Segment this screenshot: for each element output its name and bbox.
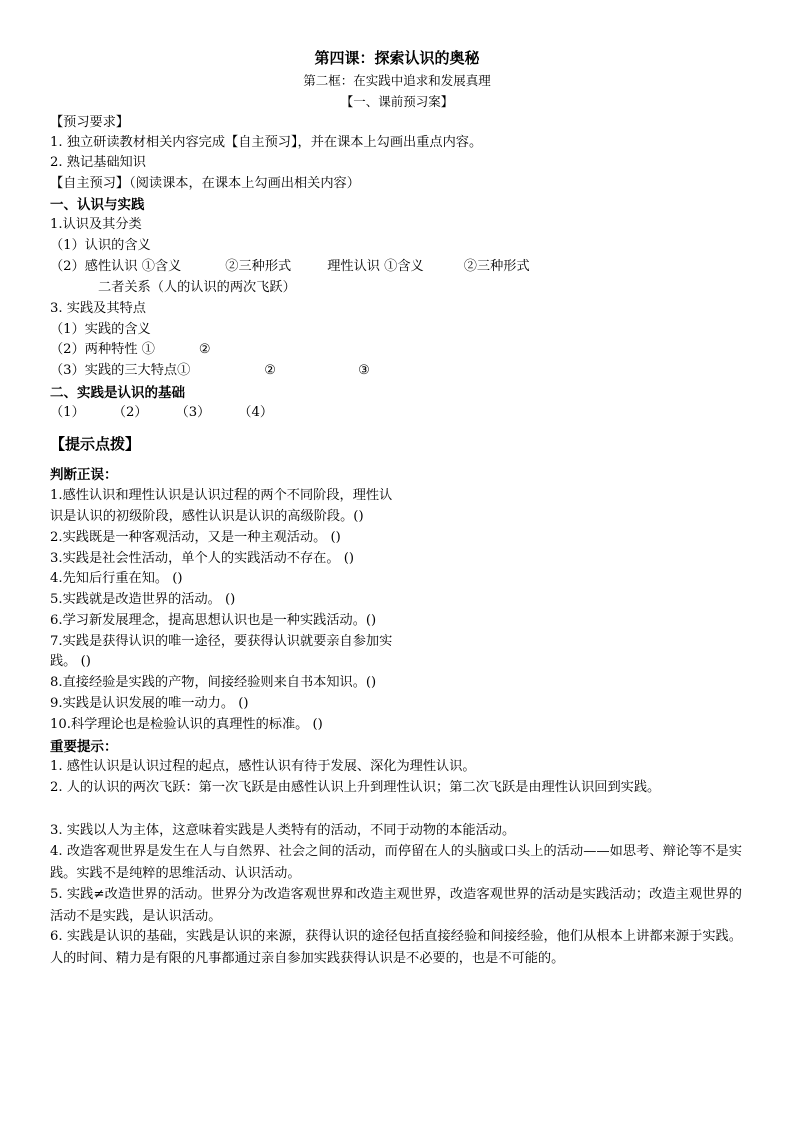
judge-line: 9.实践是认识发展的唯一动力。 () xyxy=(50,696,249,711)
perceptual-forms-label: ②三种形式 xyxy=(225,259,292,274)
section-3-heading: 3. 实践及其特点 xyxy=(50,301,146,316)
three-features-label: （3）实践的三大特点① xyxy=(50,363,191,378)
page-subtitle: 第二框：在实践中追求和发展真理 xyxy=(303,73,491,88)
judge-line: 识是认识的初级阶段，感性认识是认识的高级阶段。() xyxy=(50,509,364,524)
section-label: 【一、课前预习案】 xyxy=(340,94,454,109)
judge-line: 5.实践就是改造世界的活动。 () xyxy=(50,592,236,607)
item-3-2 xyxy=(50,341,211,359)
judge-line: 2.实践既是一种客观活动，又是一种主观活动。 () xyxy=(50,530,341,545)
important-item: 3. 实践以人为主体，这意味着实践是人类特有的活动，不同于动物的本能活动。 xyxy=(50,823,516,838)
judge-line: 10.科学理论也是检验认识的真理性的标准。 () xyxy=(50,717,323,732)
page-title: 第四课：探索认识的奥秘 xyxy=(314,49,480,67)
judge-line: 6.学习新发展理念，提高思想认识也是一种实践活动。() xyxy=(50,613,377,628)
item-3-3 xyxy=(50,362,370,380)
important-item: 2. 人的认识的两次飞跃：第一次飞跃是由感性认识上升到理性认识；第二次飞跃是由理性认识回到实践。 xyxy=(50,780,661,795)
judge-line: 7.实践是获得认识的唯一途径，要获得认识就要亲自参加实 xyxy=(50,634,393,649)
important-item: 4. 改造客观世界是发生在人与自然界、社会之间的活动，而停留在人的头脑或口头上的活动——如思考、辩论等不是实践。实践不是纯粹的思维活动、认识活动。 xyxy=(50,844,742,881)
two-characteristics-label: （2）两种特性 ① xyxy=(50,342,155,357)
preview-requirement-1: 1. 独立研读教材相关内容完成【自主预习】，并在课本上勾画出重点内容。 xyxy=(50,135,483,150)
important-item: 5. 实践≠改造世界的活动。世界分为改造客观世界和改造主观世界，改造客观世界的活动是实践活动；改造主观世界的活动不是实践，是认识活动。 xyxy=(50,887,742,924)
item-1-3: 二者关系（人的认识的两次飞跃） xyxy=(98,280,296,295)
important-item: 1. 感性认识是认识过程的起点，感性认识有待于发展、深化为理性认识。 xyxy=(50,759,476,774)
characteristic-2-marker: ② xyxy=(198,342,211,357)
part2-item-1: （1） xyxy=(50,405,85,420)
judge-line: 3.实践是社会性活动，单个人的实践活动不存在。 () xyxy=(50,551,354,566)
perceptual-meaning-label: （2）感性认识 ①含义 xyxy=(50,259,182,274)
part2-title: 二、实践是认识的基础 xyxy=(50,385,185,401)
important-title: 重要提示： xyxy=(50,739,118,755)
self-study-heading: 【自主预习】（阅读课本，在课本上勾画出相关内容） xyxy=(50,176,360,191)
item-3-1: （1）实践的含义 xyxy=(50,322,151,337)
judge-line: 践。 () xyxy=(50,654,91,669)
section-1-heading: 1.认识及其分类 xyxy=(50,217,142,232)
judge-line: 1.感性认识和理性认识是认识过程的两个不同阶段，理性认 xyxy=(50,488,393,503)
preview-requirement-2: 2. 熟记基础知识 xyxy=(50,155,146,170)
preview-requirements-heading: 【预习要求】 xyxy=(50,115,130,130)
judge-title: 判断正误： xyxy=(50,467,118,483)
feature-3-marker: ③ xyxy=(358,363,370,378)
feature-2-marker: ② xyxy=(264,363,277,378)
tips-heading: 【提示点拨】 xyxy=(50,435,141,453)
item-1-1: （1）认识的含义 xyxy=(50,238,151,253)
item-1-2 xyxy=(50,258,530,276)
part1-title: 一、认识与实践 xyxy=(50,197,145,213)
part2-item-2: （2） xyxy=(112,405,148,420)
part2-item-4: （4） xyxy=(238,405,274,420)
judge-line: 8.直接经验是实践的产物，间接经验则来自书本知识。() xyxy=(50,675,377,690)
judge-line: 4.先知后行重在知。 () xyxy=(50,571,183,586)
rational-forms-label: ②三种形式 xyxy=(463,259,530,274)
important-item: 6. 实践是认识的基础，实践是认识的来源，获得认识的途径包括直接经验和间接经验，他们从根本上讲都来源于实践。人的时间、精力是有限的凡事都通过亲自参加实践获得认识是不必要的，也是不可能的。 xyxy=(50,929,742,966)
rational-meaning-label: 理性认识 ①含义 xyxy=(327,259,424,274)
part2-items xyxy=(50,404,273,422)
part2-item-3: （3） xyxy=(175,405,211,420)
